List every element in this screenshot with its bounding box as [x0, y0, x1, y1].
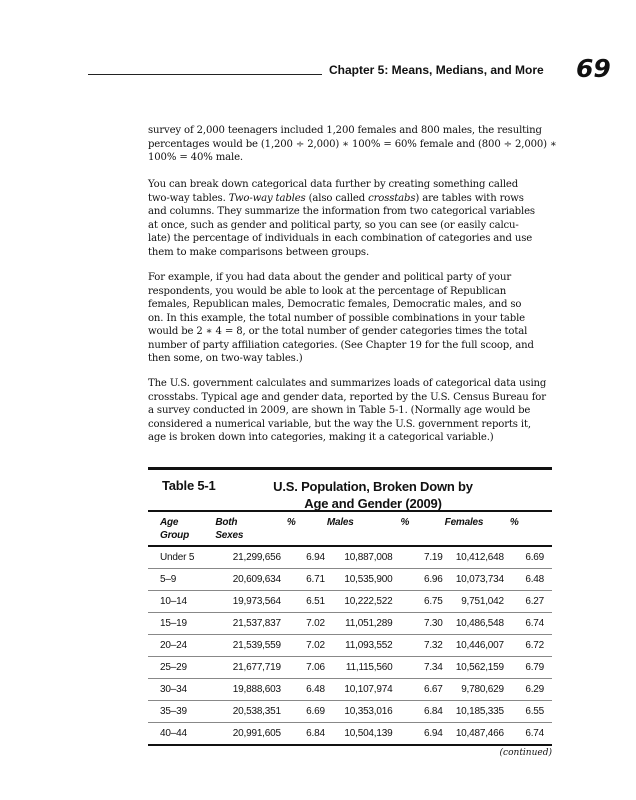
cell-females: 10,185,335: [445, 701, 510, 723]
cell-males: 10,107,974: [327, 679, 401, 701]
cell-age-group: 5–9: [148, 569, 215, 591]
table-row: [148, 569, 552, 591]
text-line: them to make comparisons between groups.: [148, 246, 370, 258]
column-header-age-group: [148, 512, 215, 546]
cell-both-sexes: 20,991,605: [215, 723, 287, 746]
text-line: You can break down categorical data further by creating something called: [148, 179, 519, 190]
cell-percent: 6.84: [287, 723, 327, 746]
term-two-way-tables: Two-way tables: [228, 192, 306, 204]
cell-both-sexes: 21,677,719: [215, 657, 287, 679]
cell-age-group: 30–34: [148, 679, 215, 701]
continued-note: (continued): [499, 748, 552, 758]
text-line: would be 2 ∗ 4 = 8, or the total number of gender categories times the total: [148, 326, 528, 337]
text-line: crosstabs. Typical age and gender data, reported by the U.S. Census Bureau for: [148, 391, 546, 403]
census-table: [148, 467, 552, 758]
column-header-percent: %: [510, 512, 552, 546]
paragraph-2: [148, 178, 552, 259]
column-header-males: Males: [327, 512, 401, 546]
cell-percent: 6.84: [400, 701, 444, 723]
cell-males: 10,222,522: [327, 591, 401, 613]
cell-age-group: 20–24: [148, 635, 215, 657]
cell-percent: 7.30: [400, 613, 444, 635]
cell-percent: 6.79: [510, 657, 552, 679]
cell-percent: 7.19: [400, 546, 444, 569]
paragraph-3: [148, 271, 552, 366]
column-header-both-sexes: [215, 512, 287, 546]
cell-percent: 7.06: [287, 657, 327, 679]
table-heading: [148, 470, 552, 510]
text-line: survey of 2,000 teenagers included 1,200 females and 800 males, the resulting: [148, 125, 542, 136]
cell-females: 10,446,007: [445, 635, 510, 657]
cell-percent: 6.48: [510, 569, 552, 591]
text-line: For example, if you had data about the gender and political party of your: [148, 272, 511, 283]
text-run: two-way tables.: [148, 192, 229, 204]
text-run: ) are tables with rows: [415, 192, 524, 204]
text-line: late) the percentage of individuals in each combination of categories and use: [148, 233, 533, 244]
cell-percent: 6.74: [510, 723, 552, 746]
header-text: Both: [215, 517, 238, 528]
text-line: number of party affiliation categories. (See Chapter 19 for the full scoop, and: [148, 339, 534, 351]
cell-both-sexes: 19,973,564: [215, 591, 287, 613]
cell-percent: 7.32: [400, 635, 444, 657]
table-header-row: [148, 512, 552, 546]
cell-percent: 6.48: [287, 679, 327, 701]
text-line: 100% = 40% male.: [148, 152, 243, 163]
table-label: Table 5-1: [162, 478, 216, 493]
table-row: [148, 613, 552, 635]
column-header-females: Females: [445, 512, 510, 546]
header-rule: [88, 74, 322, 75]
column-header-percent: %: [287, 512, 327, 546]
text-line: females, Republican males, Democratic females, Democratic males, and so: [148, 299, 522, 310]
cell-percent: 6.69: [510, 546, 552, 569]
cell-females: 10,562,159: [445, 657, 510, 679]
table-row: [148, 679, 552, 701]
text-line: and columns. They summarize the information from two categorical variables: [148, 206, 535, 217]
text-run: (also called: [305, 192, 369, 204]
text-line: [148, 192, 552, 206]
page-number: 69: [576, 54, 611, 83]
text-line: percentages would be (1,200 ÷ 2,000) ∗ 100% = 60% female and (800 ÷ 2,000) ∗: [148, 138, 557, 150]
cell-percent: 6.94: [287, 546, 327, 569]
table-title-line: Age and Gender (2009): [304, 496, 442, 511]
cell-percent: 7.02: [287, 613, 327, 635]
table-row: [148, 701, 552, 723]
cell-percent: 6.96: [400, 569, 444, 591]
cell-percent: 6.27: [510, 591, 552, 613]
cell-females: 9,780,629: [445, 679, 510, 701]
text-line: a survey conducted in 2009, are shown in Table 5-1. (Normally age would be: [148, 405, 531, 416]
cell-both-sexes: 21,539,559: [215, 635, 287, 657]
text-line: respondents, you would be able to look at the percentage of Republican: [148, 285, 507, 297]
cell-percent: 6.71: [287, 569, 327, 591]
text-line: considered a numerical variable, but the way the U.S. government reports it,: [148, 418, 531, 430]
cell-both-sexes: 20,538,351: [215, 701, 287, 723]
cell-age-group: 10–14: [148, 591, 215, 613]
cell-both-sexes: 19,888,603: [215, 679, 287, 701]
cell-both-sexes: 21,537,837: [215, 613, 287, 635]
cell-percent: 6.69: [287, 701, 327, 723]
cell-percent: 6.29: [510, 679, 552, 701]
header-text: Group: [160, 530, 189, 541]
cell-females: 10,412,648: [445, 546, 510, 569]
cell-percent: 6.75: [400, 591, 444, 613]
cell-age-group: 25–29: [148, 657, 215, 679]
cell-males: 10,535,900: [327, 569, 401, 591]
cell-age-group: 15–19: [148, 613, 215, 635]
cell-percent: 6.55: [510, 701, 552, 723]
cell-males: 11,115,560: [327, 657, 401, 679]
table-row: [148, 546, 552, 569]
text-line: then some, on two-way tables.): [148, 353, 303, 364]
cell-males: 11,051,289: [327, 613, 401, 635]
cell-both-sexes: 21,299,656: [215, 546, 287, 569]
cell-age-group: 40–44: [148, 723, 215, 746]
cell-percent: 7.34: [400, 657, 444, 679]
cell-females: 10,487,466: [445, 723, 510, 746]
cell-females: 10,486,548: [445, 613, 510, 635]
cell-percent: 7.02: [287, 635, 327, 657]
cell-age-group: 35–39: [148, 701, 215, 723]
cell-percent: 6.74: [510, 613, 552, 635]
cell-both-sexes: 20,609,634: [215, 569, 287, 591]
column-header-percent: %: [400, 512, 444, 546]
cell-males: 11,093,552: [327, 635, 401, 657]
paragraph-4: [148, 377, 552, 445]
header-text: Age: [160, 517, 179, 528]
data-table: [148, 512, 552, 746]
header-text: Sexes: [215, 530, 244, 541]
term-crosstabs: crosstabs: [368, 192, 416, 204]
table-row: [148, 723, 552, 746]
cell-females: 9,751,042: [445, 591, 510, 613]
table-row: [148, 657, 552, 679]
cell-males: 10,353,016: [327, 701, 401, 723]
text-line: age is broken down into categories, making it a categorical variable.): [148, 432, 494, 443]
cell-percent: 6.72: [510, 635, 552, 657]
text-line: on. In this example, the total number of possible combinations in your table: [148, 312, 525, 324]
cell-age-group: Under 5: [148, 546, 215, 569]
table-row: [148, 591, 552, 613]
cell-males: 10,504,139: [327, 723, 401, 746]
table-row: [148, 635, 552, 657]
cell-percent: 6.67: [400, 679, 444, 701]
cell-females: 10,073,734: [445, 569, 510, 591]
running-head: Chapter 5: Means, Medians, and More: [329, 63, 544, 77]
cell-males: 10,887,008: [327, 546, 401, 569]
table-title: [263, 478, 483, 512]
text-line: The U.S. government calculates and summarizes loads of categorical data using: [148, 378, 547, 389]
text-line: at once, such as gender and political party, so you can see (or easily calcu-: [148, 219, 519, 231]
paragraph-1: [148, 124, 557, 165]
table-title-line: U.S. Population, Broken Down by: [273, 479, 473, 494]
cell-percent: 6.94: [400, 723, 444, 746]
cell-percent: 6.51: [287, 591, 327, 613]
